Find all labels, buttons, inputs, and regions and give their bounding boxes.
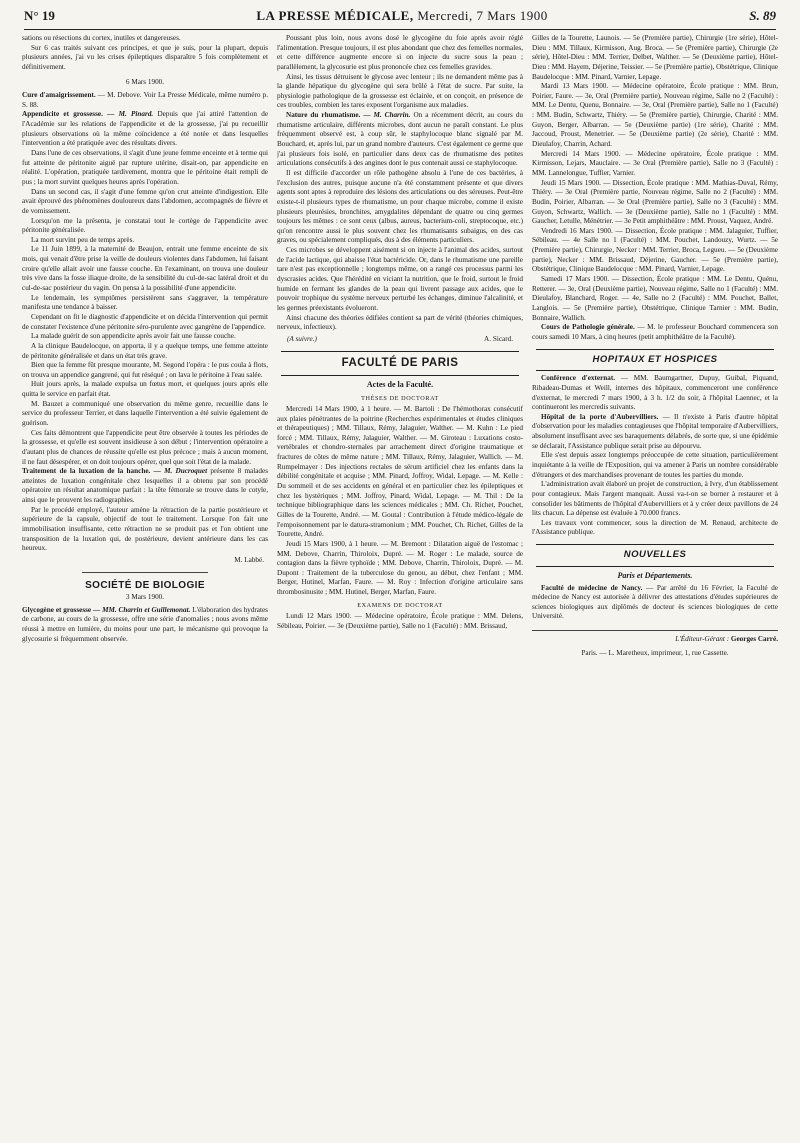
paragraph: Ainsi, les tissus détruisent le glycose avec lenteur ; ils ne demandent même pas à la glande hépatique du glycogène qui sera brûlé à l'état de sucre. Par suite, la physiologie pathologique de la grossesse est éclairée, et on conçoit, en présence de ces troubles, combien les tares exposent l'organisme aux maladies. (277, 72, 523, 110)
section-subtitle: Paris et Départements. (617, 570, 693, 580)
paragraph: Elle s'est depuis assez longtemps préoccupée de cette situation, particulièrement inquiétante à la veille de l'Exposition, qui va amener à Paris un nombre considérable d'étrangers et des marchandises provenant de toutes les parties du monde. (532, 451, 778, 479)
article-title: Nature du rhumatisme. (286, 111, 361, 120)
subsection-theses: THÈSES DE DOCTORAT (361, 394, 439, 402)
paragraph: Dans l'une de ces observations, il s'agit d'une jeune femme enceinte et à terme qui fut atteinte de péritonite aiguë par rupture utérine, disait-on, par appendicite en réalité. L'opération, pratiquée tardivement, montra que le péritoine était rempli de pus ; la mort survint quelques heures après l'opération. (22, 149, 268, 186)
article-title: Appendicite et grossesse. (22, 110, 103, 119)
divider (82, 572, 208, 573)
article-author: — MM. Charrin et Guillemonat. (91, 605, 191, 614)
subsection-examens: EXAMENS DE DOCTORAT (357, 601, 443, 609)
paragraph: Jeudi 15 Mars 1900. — Dissection, École pratique : MM. Mathias-Duval, Rémy, Thiéry. — 3e Oral (Première partie, Nouveau régime, Salle no 2 (Faculté) : MM. Budin, Poirier, Albarran. — 3e Oral (Première partie), Salle no 3 (Faculté) : MM. Guyon, Schwartz, Wallich. — 3e (Deuxième partie), Salle no 1 (Faculté) : MM. Gaucher, Letulle, Ménétrier. — 3e Petit amphithéâtre : MM. Proust, Vaquez, André. (532, 178, 778, 226)
editor-label: L'Éditeur-Gérant : (675, 635, 730, 644)
article-text: — Par arrêté du 16 Février, la Faculté de médecine de Nancy est autorisée à délivrer des attestations d'études supérieures de sciences biologiques aux diplômés de docteur ès sciences biologiques de cette Université. (532, 583, 778, 621)
article-title: Traitement de la luxation de la hanche. (22, 467, 151, 476)
section-title-faculte: FACULTÉ DE PARIS (281, 351, 519, 376)
paragraph: Ces microbes se développent aisément si on injecte à l'animal des acides, surtout de l'acide lactique, qui abaisse l'état bactéricide. Or, dans le rhumatisme une pareille tare n'est pas exceptionnelle ; longtemps même, on a rangé ces processus parmi les dyscrasies acides. Que l'hérédité en viciant la nutrition, que le froid, surtout le froid humide en fermant les glandes de la peau qui livrent passage aux acides, que le pouvoir trophique du système nerveux perturbé les échanges, diminue l'alcalinité, et les germes préexistants évolueront. (277, 246, 523, 312)
paragraph: Jeudi 15 Mars 1900, à 1 heure. — M. Bremont : Dilatation aiguë de l'estomac ; MM. Debove, Charrin, Thiroloix, Dupré. — M. Roger : Le malade, source de contagion dans la fièvre typhoïde ; MM. Debove, Charrin, Thiroloix, Dupré. — M. Dupont : Traitement de la tuberculose du genou, au début, chez l'enfant ; MM. Berger, Hutinel, Marfan, Faure. — M. Roy : Infection d'origine articulaire sans thrombosinusite ; MM. Hutinel, Berger, Marfan, Faure. (277, 539, 523, 597)
issue-number: N° 19 (24, 8, 55, 23)
session-date: 6 Mars 1900. (125, 77, 165, 86)
column-3 (532, 34, 778, 1129)
paragraph: Par le procédé employé, l'auteur amène la rétraction de la partie postérieure et supérieure de la capsule, objectif de tout le traitement. Lorsque l'on fait une immobilisation insuffisante, cette rétraction ne se produit pas et l'on obtient une transposition de la luxation qui, de postérieure, devient antérieure dans les cas heureux. (22, 505, 268, 553)
paragraph: Cependant on fit le diagnostic d'appendicite et on décida l'intervention qui permit de constater l'existence d'une péritonite séro-purulente avec gangrène de l'appendice. (22, 312, 268, 331)
article-author: — M. Pinard. (102, 110, 154, 119)
section-title-biologie: SOCIÉTÉ DE BIOLOGIE (85, 579, 205, 591)
column-2 (277, 34, 523, 1129)
columns (22, 34, 778, 1129)
article-conference (532, 374, 778, 413)
article-glycogene (22, 606, 268, 645)
paragraph: Le 11 Juin 1899, à la maternité de Beaujon, entrait une femme enceinte de six mois, qui venait d'être prise la veille de douleurs violentes dans l'abdomen, lui faisant croire qu'elle allait avoir une fausse couche. En l'examinant, on trouva une douleur très vive dans la fosse iliaque droite, de la sensibilité du cul-de-sac latéral droit et du cul-de-sac postérieur du vagin. On pensa à la possibilité d'une appendicite. (22, 245, 268, 293)
paragraph: Dans un second cas, il s'agit d'une femme qu'on crut atteinte d'indigestion. Elle avait éprouvé des phénomènes douloureux dans l'abdomen, accompagnés de fièvre et de vomissement. (22, 187, 268, 215)
article-nancy (532, 584, 778, 623)
editor-line (532, 630, 778, 645)
paragraph: M. Bauzet a communiqué une observation du même genre, recueillie dans le service du professeur Terrier, et dans laquelle l'intervention a été suivie également de guérison. (22, 399, 268, 427)
article-title: Conférence d'externat. (541, 374, 616, 383)
page-number: S. 89 (749, 8, 776, 23)
article-luxation (22, 467, 268, 506)
article-hopital (532, 413, 778, 452)
paragraph: Gilles de la Tourette, Launois. — 5e (Première partie), Chirurgie (1re série), Hôtel-Dieu : MM. Tillaux, Kirmisson, Aug. Broca. — 5e (Première partie), Chirurgie (2e série), Hôtel-Dieu : MM. Terrier, Delbet, Walther. — 5e (Deuxième partie), Hôtel-Dieu : MM. Hayem, Déjerine, Teissier. — 5e (Première partie), Obstétrique, Clinique Baudelocque : MM. Pinard, Varnier, Lepage. (532, 34, 778, 81)
paragraph: Mardi 13 Mars 1900. — Médecine opératoire, École pratique : MM. Brun, Poirier, Faure. — 3e, Oral (Première partie), Nouveau régime, Salle no 2 (Faculté) : MM. Le Dentu, Quenu, Bonnaire. — 3e, Oral (Première partie), Salle no 1 (Faculté) : MM. Budin, Schwartz, Thiéry. — 5e (Première partie), Chirurgie, Charité : MM. Guyon, Berger, Albarran. — 5e (Deuxième partie) (1re série), Charité : MM. Jaccoud, Proust, Menetrier. — 5e (Deuxième partie) (2e série), Charité : MM. Dieulafoy, Charrin, Achard. (532, 82, 778, 149)
paragraph: L'administration avait élaboré un projet de construction, à Ivry, d'un établissement pour contagieux. Mais l'argent manquait. Aussi va-t-on se borner à restaurer et à consolider les bâtiments de l'hôpital d'Aubervilliers et à y créer deux pavillons de 24 lits chacun. La dépense est évaluée à 70.000 francs. (532, 480, 778, 518)
signature-row (287, 335, 513, 345)
session-date: 3 Mars 1900. (125, 592, 165, 601)
paragraph: Ces faits démontrent que l'appendicite peut être observée à toutes les périodes de la grossesse, et qu'elle est souvent insidieuse à son début ; l'intervention opératoire a d'autant plus de chances de réussite qu'elle est plus précoce ; mais à aucun moment, il ne faut désespérer, et on doit toujours opérer, quel que soit l'état de la malade. (22, 428, 268, 466)
article-text: — M. le professeur Bouchard commencera son cours samedi 10 Mars, à cinq heures (petit amphithéâtre de la Faculté). (532, 323, 778, 341)
paragraph: Huit jours après, la malade expulsa un fœtus mort, et quelques jours après elle quitta le service en parfait état. (22, 380, 268, 399)
paragraph: Le lendemain, les symptômes persistèrent sans s'aggraver, la température manifesta une tendance à baisser. (22, 293, 268, 312)
paragraph: Il est difficile d'accorder un rôle pathogène absolu à l'une de ces bactéries, à l'exclusion des autres, puisque aucune n'a été constamment présente et que divers agents sont aptes à reproduire des lésions des articulations ou des séreuses. Peut-être existe-t-il plusieurs types de rhumatisme, un pour chaque microbe, comme il existe plusieurs pleurésies, bronchites, amygdalites dépendant de quatre ou cinq germes toujours les mêmes : ce sont ceux (albus, aureus, bacterium-coli, streptocoque, etc.) qu'on rencontre aussi le plus souvent chez les rhumatisants subaigus, en des cas graves, ou spécialement compliqués, dus à des éléments particuliers. (277, 168, 523, 245)
printer-line: Paris. — L. Maretheux, imprimeur, 1, rue Cassette. (581, 648, 729, 657)
to-be-continued: (A suivre.) (287, 334, 317, 343)
article-text: Depuis que j'ai attiré l'attention de l'Académie sur les relations de l'appendicite et de la grossesse, j'ai pu recueillir plusieurs observations où la même coïncidence a été notée et dans lesquelles l'intervention a été pratiquée avec des résultats divers. (22, 110, 268, 148)
article-text: — MM. Baumgartner, Dupuy, Guibal, Piquand, Ribadeau-Dumas et Weill, internes des hôpitaux, commenceront une conférence d'externat, le mercredi 7 mars 1900, à 3 h. 1/2 du soir, à l'hôpital Laennec, et la continueront les mercredis suivants. (532, 374, 778, 412)
article-cure (22, 91, 268, 110)
paragraph: Vendredi 16 Mars 1900. — Dissection, École pratique : MM. Jalaguier, Tuffier, Sébileau. — 4e Salle no 1 (Faculté) : MM. Pouchet, Landouzy, Wurtz. — 5e (Première partie), Chirurgie, Necker : MM. Terrier, Broca, Legueu. — 5e (Deuxième partie), Necker : MM. Brissaud, Déjerine, Gaucher. — 5e (Première partie), Obstétrique, Clinique Baudelocque : MM. Pinard, Varnier, Lepage. (532, 226, 778, 274)
paragraph: Mercredi 14 Mars 1900. — Médecine opératoire, École pratique : MM. Kirmisson, Lejars, Mauclaire. — 3e Oral (Première partie), Salle no 3 (Faculté) : MM. Lannelongue, Tuffier, Varnier. (532, 149, 778, 177)
article-title: Hôpital de la porte d'Aubervilliers. (541, 412, 659, 421)
column-1 (22, 34, 268, 1129)
article-title: Glycogène et grossesse (22, 605, 92, 614)
article-title: Faculté de médecine de Nancy. (541, 583, 643, 592)
journal-title (256, 8, 547, 24)
signature: M. Labbé. (234, 555, 264, 564)
section-subtitle: Actes de la Faculté. (366, 379, 434, 389)
paragraph: A la clinique Baudelocque, on apporta, il y a quelque temps, une femme atteinte de péritonite généralisée et dans un état très grave. (22, 341, 268, 360)
editor-name: Georges Carré. (730, 635, 778, 644)
article-text: — M. Debove. Voir La Presse Médicale, même numéro p. S. 88. (22, 91, 268, 109)
article-rhumatisme (277, 111, 523, 169)
article-author: — M. Charrin. (360, 111, 411, 120)
paragraph: sations ou résections du cortex, inutiles et dangereuses. (22, 34, 181, 42)
paragraph: La mort survint peu de temps après. (31, 235, 135, 244)
paragraph: Bien que la femme fût presque mourante, M. Segond l'opéra : le pus coula à flots, on trouva un appendice gangrené, qui fut réséqué ; on lava le péritoine à l'eau salée. (22, 361, 268, 379)
article-text: — Il n'existe à Paris d'autre hôpital d'observation pour les maladies contagieuses que l'hôpital temporaire d'Aubervilliers, absolument insuffisant avec ses baraquements délabrés, de sorte que, si une épidémie se déclarait, l'Assistance publique serait prise au dépourvu. (532, 412, 778, 450)
article-title: Cours de Pathologie générale. (541, 323, 635, 332)
signature: A. Sicard. (484, 334, 513, 343)
journal-name: LA PRESSE MÉDICALE, (256, 8, 414, 23)
paragraph: Ainsi chacune des théories édifiées contient sa part de vérité (théories chimiques, nerveux, infectieux). (277, 313, 523, 332)
article-cours (532, 323, 778, 342)
paragraph: Lorsqu'on me la présenta, je constatai tout le cortège de l'appendicite avec péritonite généralisée. (22, 216, 268, 235)
paragraph: Samedi 17 Mars 1900. — Dissection, École pratique : MM. Le Dentu, Quénu, Retterer. — 3e, Oral (Deuxième partie), Nouveau régime, Salle no 1 (Faculté) : MM. Dieulafoy, Blanchard, Roger. — 4e, Salle no 2 (Faculté) : MM. Pouchet, Ballet, Langlois. — 5e (Première partie), Obstétrique, Clinique Tarnier : MM. Budin, Bonnaire, Wallich. (532, 275, 778, 322)
issue-date: Mercredi, 7 Mars 1900 (417, 8, 548, 23)
article-text: L'élaboration des hydrates de carbone, au cours de la grossesse, offre une série d'anomalies ; nous avons même réussi à mettre en lumière, du moins pour une part, le mécanisme qui provoque la glycosurie si fréquemment observée. (22, 605, 268, 643)
page-header (24, 0, 776, 30)
paragraph: Les travaux vont commencer, sous la direction de M. Renaud, architecte de l'Assistance publique. (532, 518, 778, 537)
section-title-hopitaux: HOPITAUX ET HOSPICES (536, 349, 774, 372)
article-author: — M. Ducroquet (150, 467, 208, 476)
paragraph: Poussant plus loin, nous avons dosé le glycogène du foie après avoir réglé l'alimentation. Presque toujours, il est plus abondant que chez des femelles normales, et cette différence augmente encore si on injecte du sucre sous la peau ; parallèlement, la glycosurie est plus prononcée chez ces femelles gravides. (277, 34, 523, 71)
article-appendicite (22, 110, 268, 149)
article-text: présente 8 malades atteintes de luxation congénitale chez lesquelles il a obtenu par son procédé opératoire un résultat anatomique parfait : la tête fémorale se trouve dans le cotyle, ainsi que le prouvent les radiographies. (22, 467, 268, 505)
article-title: Cure d'amaigrissement. (22, 91, 96, 100)
paragraph: Mercredi 14 Mars 1900, à 1 heure. — M. Bartoli : De l'hémothorax consécutif aux plaies pénétrantes de la poitrine (Recherches expérimentales et études cliniques et thérapeutiques) ; MM. Tillaux, Rémy, Jalaguier, Walther. — M. Kuhn : Le pied forcé ; MM. Tillaux, Rémy, Jalaguier, Walther. — M. Giroteau : Luxations costo-vertébrales et chondro-sternales par arrachement direct d'origine traumatique et fractures de côtes de même nature ; MM. Tillaux, Rémy, Jalaguier, Wallich. — M. Rumpelmayer : Des injections rectales de sérum artificiel chez les enfants dans la débilité congénitale et acquise ; MM. Pinard, Joffroy, Widal, Lepage. — M. Kelle : Du sommeil et de ses accidents en général et en particulier chez les épileptiques et chez les hystériques ; MM. Joffroy, Pinard, Widal, Lepage. — M. Thil : De la technique bibliographique dans les sciences médicales ; MM. Ch. Richet, Pouchet, Gilles de la Tourette, André. — M. Goutal : Contribution à l'étude médico-légale de l'empoisonnement par le datura-stramonium ; MM. Pouchet, Ch. Richet, Gilles de la Tourette, André. (277, 404, 523, 539)
paragraph: Sur 6 cas traités suivant ces principes, et que je suis, pour la plupart, depuis plusieurs années, j'ai vu les crises épileptiques disparaître 5 fois complètement et définitivement. (22, 43, 268, 71)
section-title-nouvelles: NOUVELLES (536, 544, 774, 567)
paragraph: La malade guérit de son appendicite après avoir fait une fausse couche. (31, 332, 236, 341)
paragraph: Lundi 12 Mars 1900. — Médecine opératoire, École pratique : MM. Delens, Sébileau, Poirier. — 3e (Deuxième partie), Salle no 1 (Faculté) : MM. Brissaud, (277, 612, 523, 630)
article-text: On a récemment décrit, au cours du rhumatisme articulaire, différents microbes, dont aucun ne paraît constant. Le plus fréquemment observé est, à coup sûr, le staphylocoque blanc signalé par M. Bouchard, et, après lui, par un grand nombre d'auteurs. C'est également ce germe que j'ai plusieurs fois isolé, en particulier dans deux cas de rhumatisme des petites articulations consécutifs à des angines dont le pus contenait aussi ce staphylocoque. (277, 111, 523, 168)
